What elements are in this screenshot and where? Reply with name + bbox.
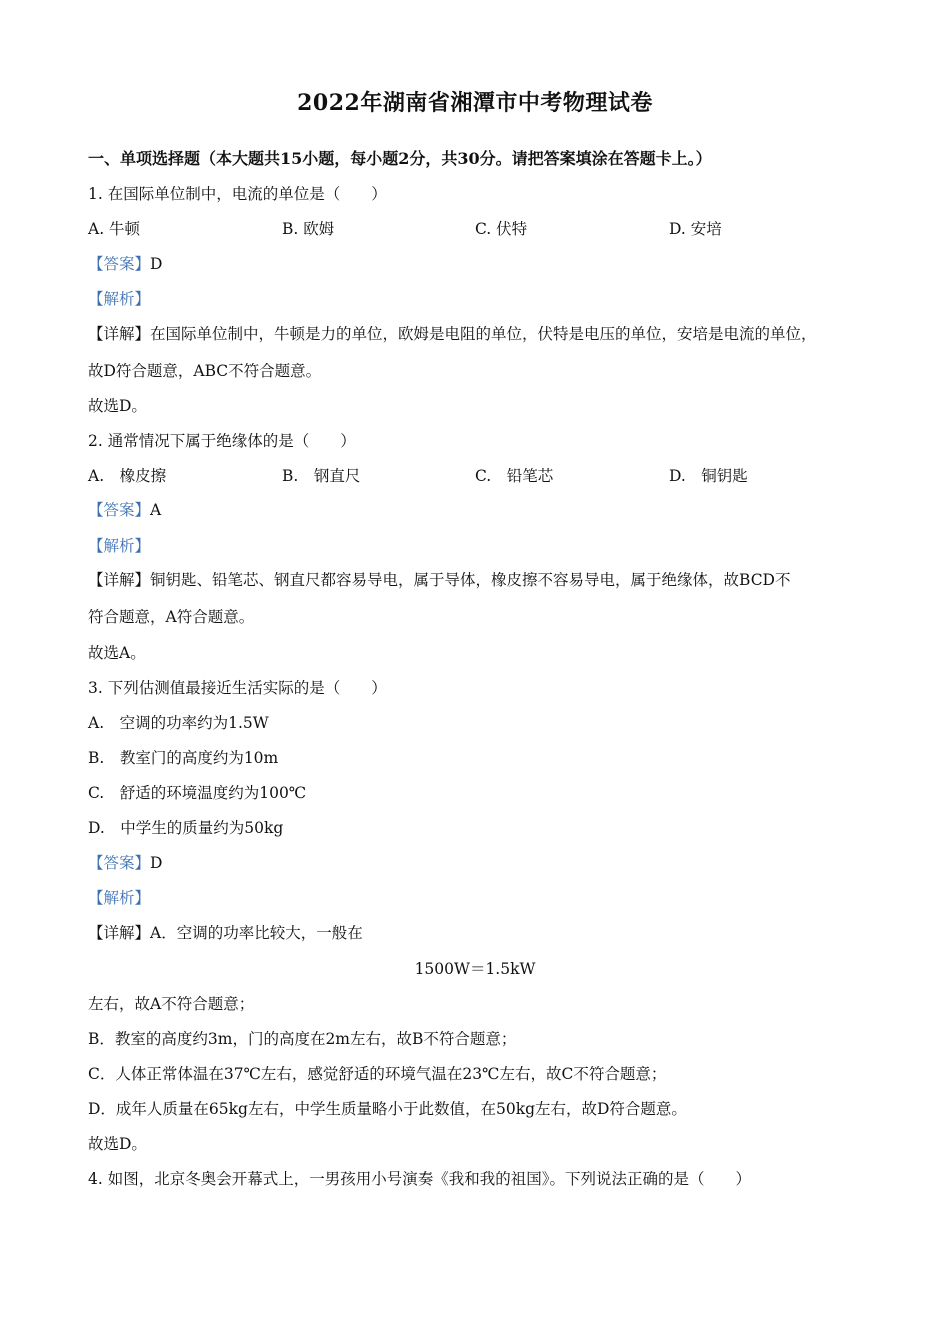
question-1-answer [88,254,162,274]
question-1-stem: 1. 在国际单位制中，电流的单位是（ ） [88,185,387,203]
question-1-analysis [88,289,150,309]
detail-tag: 【详解】 [88,924,151,942]
analysis-tag: 【解析】 [88,537,151,555]
question-3-detail-line-3: B．教室的高度约3m，门的高度在2m左右，故B不符合题意； [88,1030,517,1048]
question-2-detail-line-1 [88,570,790,590]
question-3-stem: 3. 下列估测值最接近生活实际的是（ ） [88,679,387,697]
answer-tag: 【答案】 [88,255,151,273]
question-1-detail-line-1 [88,324,817,344]
question-1-option-a: A. 牛顿 [88,220,141,238]
question-3-analysis [88,888,150,908]
answer-tag: 【答案】 [88,501,151,519]
question-3-answer [88,853,162,873]
question-3-option-a: A. 空调的功率约为1.5W [88,714,269,732]
question-3-conclusion: 故选D。 [88,1135,147,1153]
question-2-option-a: A. 橡皮擦 [88,467,167,485]
answer-tag: 【答案】 [88,854,151,872]
question-3-detail-line-4: C．人体正常体温在37℃左右，感觉舒适的环境气温在23℃左右，故C不符合题意； [88,1065,667,1083]
question-1-option-b: B. 欧姆 [282,220,335,238]
question-2-answer [88,500,161,520]
question-3-detail-line-1 [88,923,363,943]
analysis-tag: 【解析】 [88,889,151,907]
question-3-option-b: B. 教室门的高度约为10m [88,749,279,767]
question-1-conclusion: 故选D。 [88,397,147,415]
detail-text: 铜钥匙、铅笔芯、钢直尺都容易导电，属于导体，橡皮擦不容易导电，属于绝缘体，故BCD不 [150,571,791,589]
question-2-option-b: B. 钢直尺 [282,467,361,485]
question-2-option-c: C. 铅笔芯 [475,467,554,485]
analysis-tag: 【解析】 [88,290,151,308]
question-2-detail-line-2: 符合题意，A符合题意。 [88,608,255,626]
detail-tag: 【详解】 [88,571,151,589]
answer-value: D [150,854,163,872]
answer-value: A [150,501,162,519]
question-4-stem: 4. 如图，北京冬奥会开幕式上，一男孩用小号演奏《我和我的祖国》。下列说法正确的是（ ） [88,1170,751,1188]
question-3-formula: 1500W＝1.5kW [414,960,536,978]
question-3-option-d: D. 中学生的质量约为50kg [88,819,284,837]
section-heading: 一、单项选择题（本大题共15小题，每小题2分，共30分。请把答案填涂在答题卡上。） [88,149,712,168]
detail-text: A．空调的功率比较大，一般在 [150,924,363,942]
question-1-detail-line-2: 故D符合题意，ABC不符合题意。 [88,362,322,380]
question-2-conclusion: 故选A。 [88,644,146,662]
question-2-option-d: D. 铜钥匙 [669,467,748,485]
question-3-detail-line-2: 左右，故A不符合题意； [88,995,255,1013]
answer-value: D [150,255,163,273]
question-2-stem: 2. 通常情况下属于绝缘体的是（ ） [88,432,356,450]
question-1-option-d: D. 安培 [669,220,722,238]
question-1-option-c: C. 伏特 [475,220,528,238]
detail-text: 在国际单位制中，牛顿是力的单位，欧姆是电阻的单位，伏特是电压的单位，安培是电流的单位， [150,325,817,343]
page-title: 2022年湖南省湘潭市中考物理试卷 [297,90,653,116]
question-3-option-c: C. 舒适的环境温度约为100℃ [88,784,307,802]
detail-tag: 【详解】 [88,325,151,343]
question-2-analysis [88,536,150,556]
question-3-detail-line-5: D．成年人质量在65kg左右，中学生质量略小于此数值，在50kg左右，故D符合题意。 [88,1100,687,1118]
